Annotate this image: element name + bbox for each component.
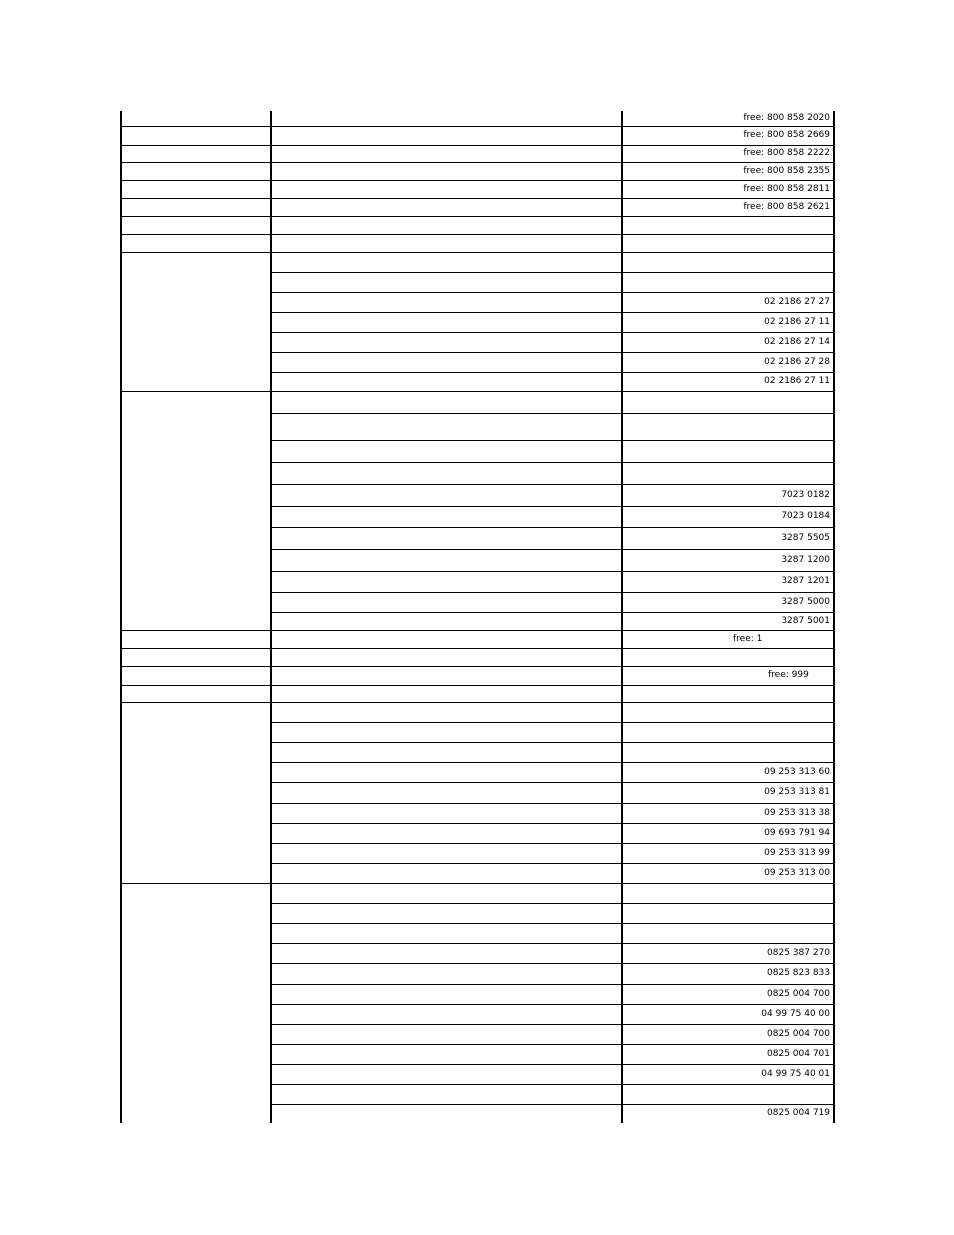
row-border <box>271 413 835 414</box>
column-border-1 <box>270 111 272 1123</box>
phone-cell: 04 99 75 40 01 <box>761 1068 830 1079</box>
row-border <box>271 923 835 924</box>
phone-cell: 04 99 75 40 00 <box>761 1008 830 1019</box>
row-border <box>271 1084 835 1085</box>
row-border <box>271 722 835 723</box>
phone-cell: 7023 0184 <box>781 511 830 521</box>
phone-cell: free: 800 858 2621 <box>743 201 830 212</box>
row-border <box>271 823 835 824</box>
row-border <box>120 702 835 703</box>
phone-cell: 3287 1201 <box>781 576 830 586</box>
phone-cell: 02 2186 27 14 <box>764 336 830 347</box>
phone-cell: 7023 0182 <box>781 489 830 500</box>
row-border <box>120 685 835 686</box>
phone-cell: 09 253 313 00 <box>764 867 830 878</box>
phone-cell: 0825 004 700 <box>767 988 830 999</box>
row-border <box>271 484 835 485</box>
row-border <box>271 352 835 353</box>
phone-cell: 09 253 313 38 <box>764 807 830 818</box>
column-border-right <box>833 111 835 1123</box>
phone-cell: 0825 823 833 <box>767 968 830 978</box>
column-border-left <box>120 111 122 1123</box>
row-border <box>271 1064 835 1065</box>
row-border <box>271 612 835 613</box>
row-border <box>271 292 835 293</box>
row-border <box>271 782 835 783</box>
row-border <box>120 198 835 199</box>
phone-cell: 09 253 313 60 <box>764 766 830 777</box>
row-border <box>120 126 835 127</box>
phone-cell: free: 800 858 2355 <box>743 165 830 176</box>
phone-cell: 02 2186 27 11 <box>764 376 830 386</box>
row-border <box>271 592 835 593</box>
row-border <box>271 742 835 743</box>
row-border <box>120 180 835 181</box>
row-border <box>271 272 835 273</box>
row-border <box>271 803 835 804</box>
phone-cell: 3287 5000 <box>781 596 830 607</box>
row-border <box>271 1044 835 1045</box>
row-border <box>271 762 835 763</box>
row-border <box>271 440 835 441</box>
phone-cell: 3287 5505 <box>781 532 830 543</box>
row-border <box>120 648 835 649</box>
row-border <box>271 462 835 463</box>
row-border <box>120 145 835 146</box>
row-border <box>271 549 835 550</box>
row-border <box>120 630 835 631</box>
row-border <box>120 883 835 884</box>
phone-cell: 09 693 791 94 <box>764 827 830 838</box>
row-border <box>271 963 835 964</box>
phone-cell: 02 2186 27 28 <box>764 356 830 367</box>
phone-cell: 0825 004 719 <box>767 1108 830 1118</box>
row-border <box>271 571 835 572</box>
phone-cell: free: 800 858 2811 <box>743 183 830 194</box>
row-border <box>120 666 835 667</box>
phone-cell: 02 2186 27 11 <box>764 316 830 327</box>
row-border <box>271 1004 835 1005</box>
phone-cell: 0825 004 700 <box>767 1028 830 1039</box>
row-border <box>271 506 835 507</box>
phone-cell: free: 1 <box>733 633 763 644</box>
phone-cell: free: 800 858 2669 <box>743 130 830 140</box>
phone-cell: 3287 1200 <box>781 554 830 565</box>
row-border <box>271 943 835 944</box>
row-border <box>120 252 835 253</box>
phone-cell: 09 253 313 81 <box>764 787 830 797</box>
phone-cell: 0825 004 701 <box>767 1048 830 1059</box>
row-border <box>271 843 835 844</box>
row-border <box>120 216 835 217</box>
row-border <box>271 984 835 985</box>
row-border <box>120 162 835 163</box>
phone-cell: 0825 387 270 <box>767 947 830 958</box>
phone-cell: 02 2186 27 27 <box>764 296 830 307</box>
row-border <box>271 527 835 528</box>
row-border <box>271 372 835 373</box>
row-border <box>271 903 835 904</box>
row-border <box>271 1024 835 1025</box>
row-border <box>120 391 835 392</box>
phone-cell: 3287 5001 <box>781 615 830 626</box>
row-border <box>271 332 835 333</box>
row-border <box>271 312 835 313</box>
row-border <box>120 234 835 235</box>
phone-cell: free: 999 <box>768 670 809 680</box>
row-border <box>271 863 835 864</box>
column-border-2 <box>621 111 623 1123</box>
phone-cell: 09 253 313 99 <box>764 847 830 858</box>
row-border <box>271 1104 835 1105</box>
phone-cell: free: 800 858 2222 <box>743 148 830 158</box>
phone-cell: free: 800 858 2020 <box>743 113 830 123</box>
